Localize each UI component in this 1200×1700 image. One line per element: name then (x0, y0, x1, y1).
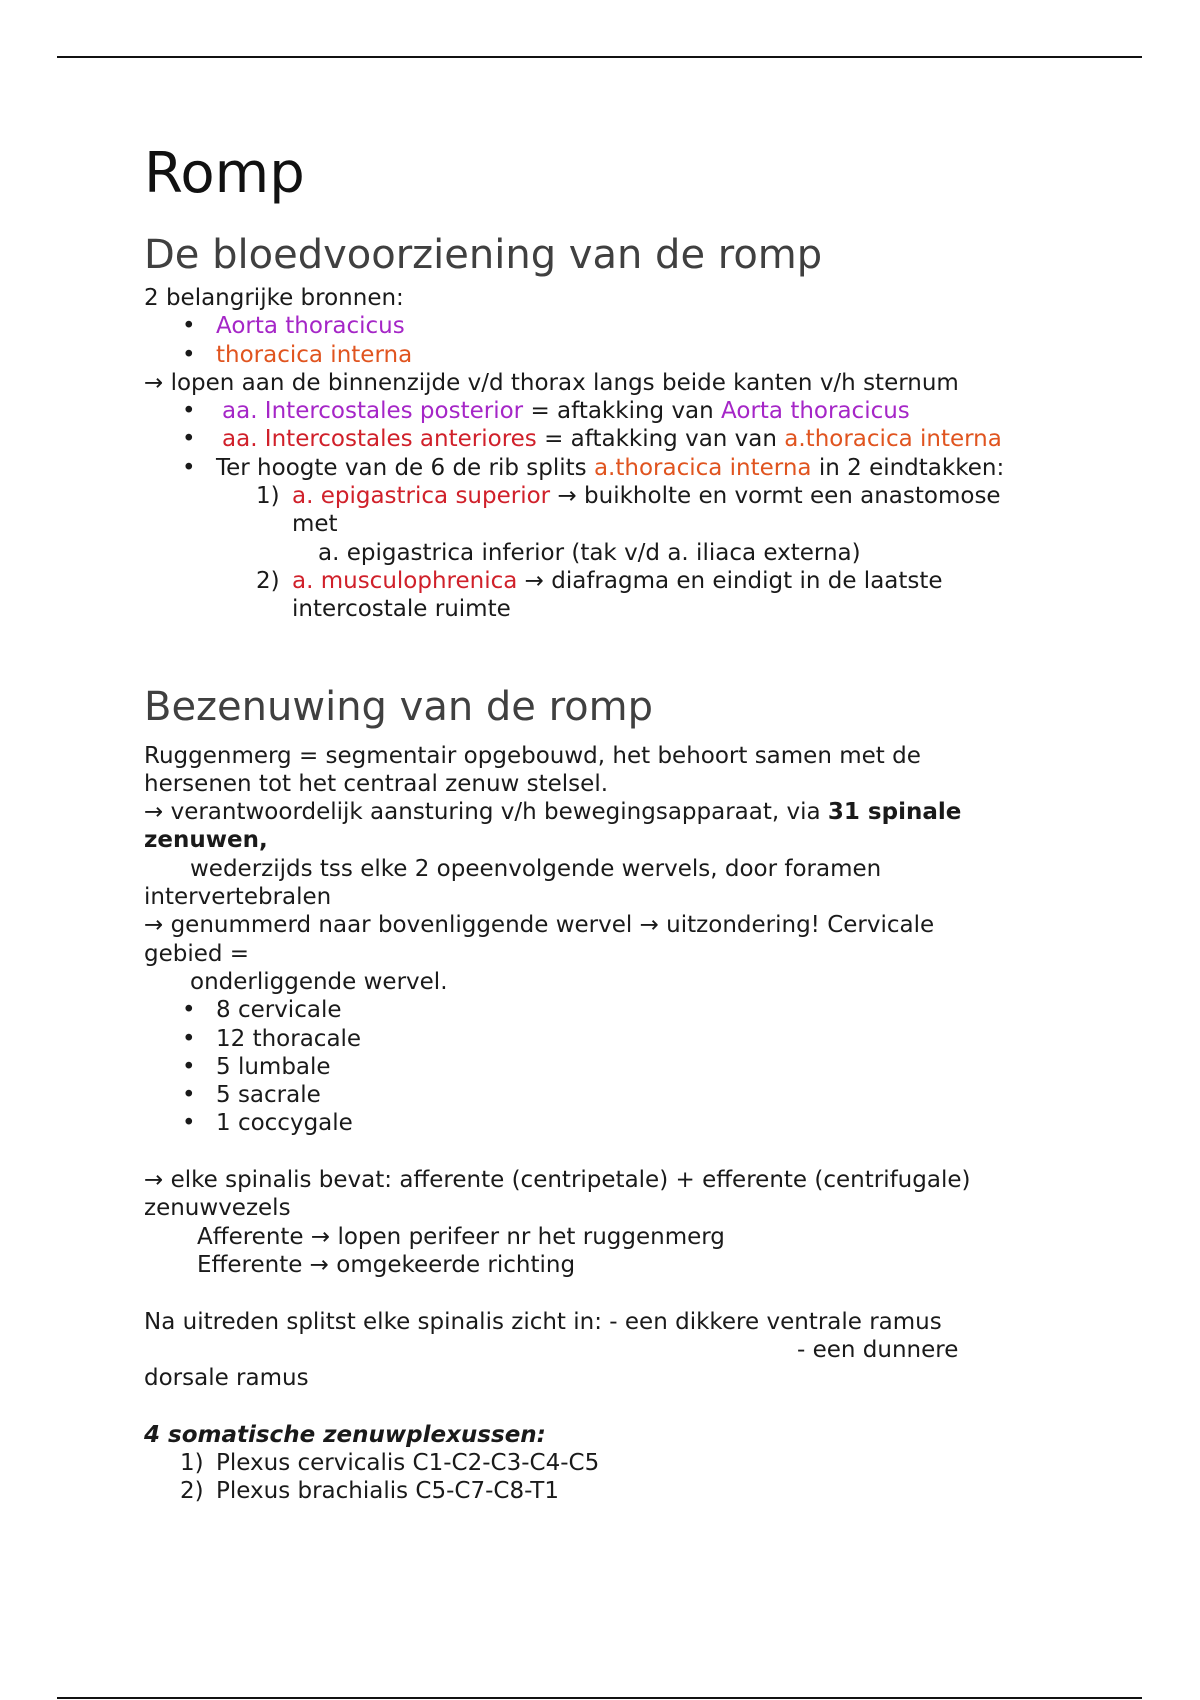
spacer (144, 1279, 1064, 1307)
list-item: • Aorta thoracicus (182, 313, 405, 340)
bullet-icon: • (182, 313, 196, 340)
paragraph-line: → genummerd naar bovenliggende wervel → uitzondering! Cervicale (144, 912, 935, 939)
plexus-heading: 4 somatische zenuwplexussen: (144, 1421, 546, 1448)
bullet-icon: • (182, 426, 196, 453)
list-item: • 8 cervicale (182, 997, 342, 1024)
page-title: Romp (144, 141, 305, 206)
list-item: • thoracica interna (182, 341, 413, 368)
paragraph-line: gebied = (144, 940, 250, 967)
header-rule (57, 56, 1142, 58)
numbered-item: 1) Plexus cervicalis C1-C2-C3-C4-C5 (180, 1449, 600, 1476)
paragraph-line: intervertebralen (144, 884, 332, 911)
list-item: • 1 coccygale (182, 1110, 353, 1137)
bullet-icon: • (182, 1110, 196, 1137)
bullet-icon: • (182, 454, 196, 481)
paragraph-line: dorsale ramus (144, 1365, 309, 1392)
numbered-item: 2) Plexus brachialis C5-C7-C8-T1 (180, 1478, 559, 1505)
paragraph-line: Efferente → omgekeerde richting (197, 1251, 576, 1278)
numbered-item: 1) a. epigastrica superior → buikholte en vormt een anastomose (256, 483, 1001, 510)
list-item: • 5 lumbale (182, 1053, 331, 1080)
intro-text: 2 belangrijke bronnen: (144, 285, 404, 311)
bullet-icon: • (182, 997, 196, 1024)
list-item: • aa. Intercostales posterior = aftakking van Aorta thoracicus (182, 398, 910, 425)
footer-rule (57, 1697, 1142, 1699)
paragraph-line: zenuwvezels (144, 1195, 291, 1222)
arrow-line: → lopen aan de binnenzijde v/d thorax langs beide kanten v/h sternum (144, 369, 959, 396)
bullet-icon: • (182, 341, 196, 368)
paragraph-line: Afferente → lopen perifeer nr het ruggenmerg (197, 1223, 725, 1250)
list-item: • aa. Intercostales anteriores = aftakking van van a.thoracica interna (182, 426, 1002, 453)
paragraph-line: hersenen tot het centraal zenuw stelsel. (144, 770, 609, 797)
bullet-icon: • (182, 398, 196, 425)
bullet-icon: • (182, 1053, 196, 1080)
paragraph-line: → elke spinalis bevat: afferente (centripetale) + efferente (centrifugale) (144, 1167, 971, 1194)
list-item: • 12 thoracale (182, 1025, 362, 1052)
paragraph-line: wederzijds tss elke 2 opeenvolgende wervels, door foramen (190, 855, 882, 882)
bullet-icon: • (182, 1025, 196, 1052)
paragraph-line: - een dunnere (797, 1336, 959, 1363)
continuation-text: intercostale ruimte (292, 596, 511, 623)
continuation-text: met (292, 511, 338, 538)
paragraph-line: zenuwen, (144, 827, 268, 854)
paragraph-line: → verantwoordelijk aansturing v/h bewegingsapparaat, via 31 spinale (144, 799, 962, 826)
continuation-text: a. epigastrica inferior (tak v/d a. iliaca externa) (318, 539, 861, 566)
paragraph-line: Na uitreden splitst elke spinalis zicht in: - een dikkere ventrale ramus (144, 1308, 942, 1335)
paragraph-line: onderliggende wervel. (190, 968, 448, 995)
numbered-item: 2) a. musculophrenica → diafragma en eindigt in de laatste (256, 567, 943, 594)
document-body (144, 134, 1064, 1506)
list-item: • Ter hoogte van de 6 de rib splits a.thoracica interna in 2 eindtakken: (182, 454, 1005, 481)
bullet-icon: • (182, 1082, 196, 1109)
spacer (144, 1392, 1064, 1420)
section-heading-innervation: Bezenuwing van de romp (144, 683, 654, 730)
section-heading-blood-supply: De bloedvoorziening van de romp (144, 232, 823, 278)
spacer (144, 1138, 1064, 1166)
list-item: • 5 sacrale (182, 1082, 321, 1109)
paragraph-line: Ruggenmerg = segmentair opgebouwd, het behoort samen met de (144, 742, 921, 769)
